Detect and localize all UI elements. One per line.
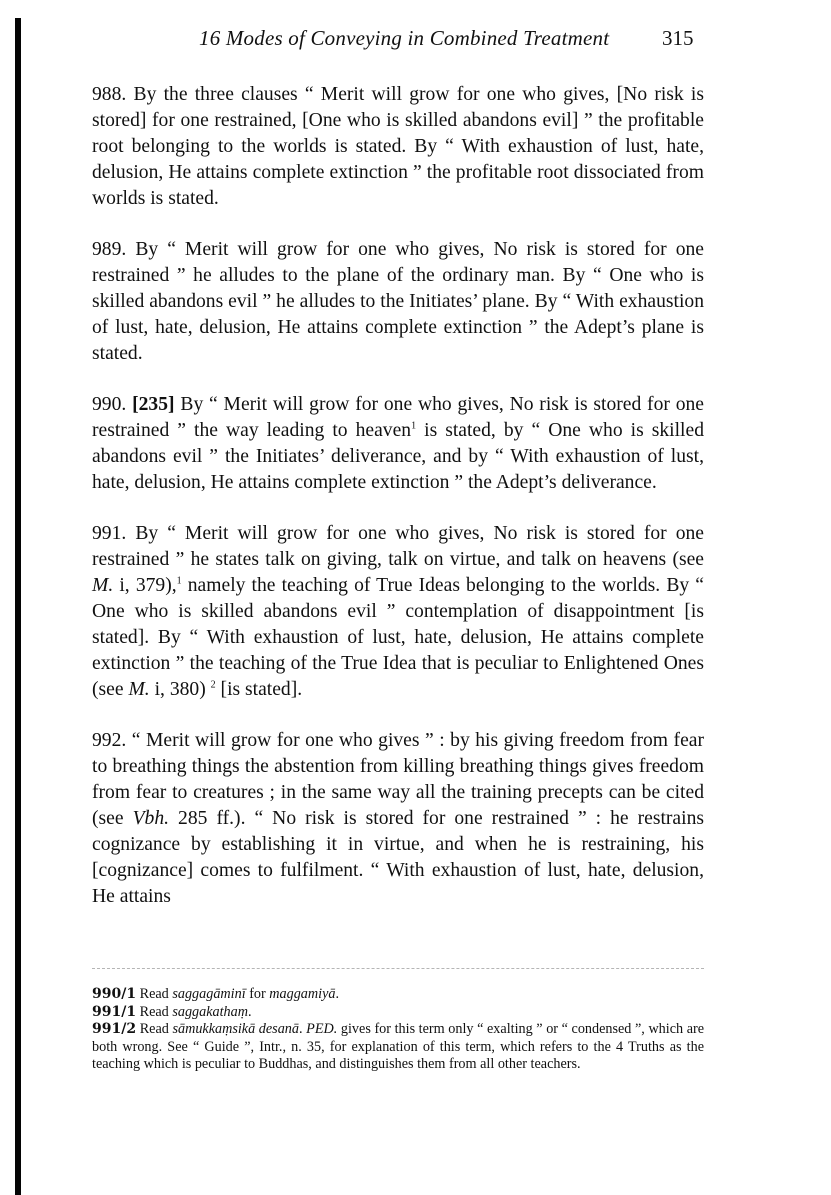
footnote-marker[interactable]: 2: [210, 679, 216, 691]
footnote-ref: 990/1: [92, 986, 137, 1002]
footnote-text: .: [299, 1021, 307, 1037]
paragraph-number: 989.: [92, 239, 127, 260]
footnote-marker[interactable]: 1: [176, 575, 182, 587]
footnote-italic: PED.: [306, 1021, 338, 1037]
footnote: [92, 1004, 704, 1022]
footnote-text: .: [335, 986, 340, 1002]
footnotes: [92, 986, 704, 1074]
paragraph-990: [92, 392, 704, 496]
paragraph-992: [92, 728, 704, 910]
footnote-separator: [92, 968, 704, 969]
paragraph-text: By the three clauses “ Merit will grow for one who gives, [No risk is stored] for one restrained, [One who is skilled abandons evil] ” the profitable root belonging to the worlds is stated. By “ With exhaustion of lust, hate, delusion, He attains complete extinction ” the profitable root dissociated from worlds is stated.: [92, 84, 705, 209]
footnote-italic: sāmukkaṃsikā desanā: [172, 1021, 299, 1037]
footnote: [92, 1021, 704, 1074]
paragraph-number: 988.: [92, 84, 127, 105]
footnote-ref: 991/2: [92, 1021, 137, 1037]
paragraph-text: 285 ff.). “ No risk is stored for one restrained ” : he restrains cognizance by establishing it in virtue, and when he is restraining, his [cognizance] comes to fulfilment. “ With exhaustion of lust, hate, delusion, He attains: [92, 808, 704, 907]
paragraph-number: 990.: [92, 394, 127, 415]
footnote-text: for: [245, 986, 270, 1002]
scan-binding-edge: [15, 18, 21, 1195]
paragraph-989: [92, 237, 704, 367]
paragraph-number: 991.: [92, 523, 127, 544]
paragraph-text: is stated, by “ One who is skilled abandons evil ” the Initiates’ deliverance, and by “ With exhaustion of lust, hate, delusion, He attains complete extinction ” the Adept’s deliverance.: [92, 420, 704, 493]
running-head: [0, 26, 831, 56]
page-number: 315: [662, 26, 694, 50]
paragraph-988: [92, 82, 704, 212]
paragraph-text: [is stated].: [215, 679, 303, 700]
paragraph-text: i, 380): [149, 679, 211, 700]
citation-abbrev: M.: [92, 575, 114, 596]
citation-abbrev: M.: [128, 679, 150, 700]
footnote-text: Read: [139, 986, 173, 1002]
paragraph-text: By “ Merit will grow for one who gives, No risk is stored for one restrained ” he alludes to the plane of the ordinary man. By “ One who is skilled abandons evil ” he alludes to the Initiates’ plane. By “ With exhaustion of lust, hate, delusion, He attains complete extinction ” the Adept’s plane is stated.: [92, 239, 704, 364]
paragraph-text: By “ Merit will grow for one who gives, No risk is stored for one restrained ” the way leading to heaven: [92, 394, 704, 441]
paragraph-991: [92, 521, 704, 703]
footnote: [92, 986, 704, 1004]
footnote-text: Read: [139, 1021, 173, 1037]
paragraph-text: “ Merit will grow for one who gives ” : by his giving freedom from fear to breathing things the abstention from killing breathing things gives freedom from fear to creatures ; in the same way all the training precepts can be cited (see: [92, 730, 704, 829]
footnote-marker[interactable]: 1: [411, 420, 417, 432]
paragraph-number: 992.: [92, 730, 127, 751]
footnote-text: .: [248, 1003, 252, 1020]
paragraph-text: By “ Merit will grow for one who gives, No risk is stored for one restrained ” he states talk on giving, talk on virtue, and talk on heavens (see: [92, 523, 704, 570]
paragraph-text: i, 379),: [113, 575, 177, 596]
footnote-italic: maggamiyā: [269, 986, 336, 1002]
paragraph-text: namely the teaching of True Ideas belonging to the worlds. By “ One who is skilled abandons evil ” contemplation of disappointment [is stated]. By “ With exhaustion of lust, hate, delusion, He attains complete extinction ” the teaching of the True Idea that is peculiar to Enlightened Ones (see: [92, 575, 704, 700]
page-marker: [235]: [132, 394, 175, 415]
running-title: 16 Modes of Conveying in Combined Treatment: [199, 26, 610, 50]
body-text: [92, 82, 704, 935]
footnote-italic: saggagāminī: [172, 986, 246, 1002]
footnote-text: gives for this term only “ exalting ” or “ condensed ”, which are both wrong. See “ Guide ”, Intr., n. 35, for explanation of this term, which refers to the 4 Truths as the teaching which is peculiar to Buddhas, and distinguishes them from all other teachers.: [92, 1021, 705, 1072]
footnote-ref: 991/1: [92, 1003, 137, 1020]
footnote-text: Read: [139, 1003, 173, 1020]
footnote-italic: saggakathaṃ: [172, 1003, 248, 1020]
citation-abbrev: Vbh.: [132, 808, 170, 829]
